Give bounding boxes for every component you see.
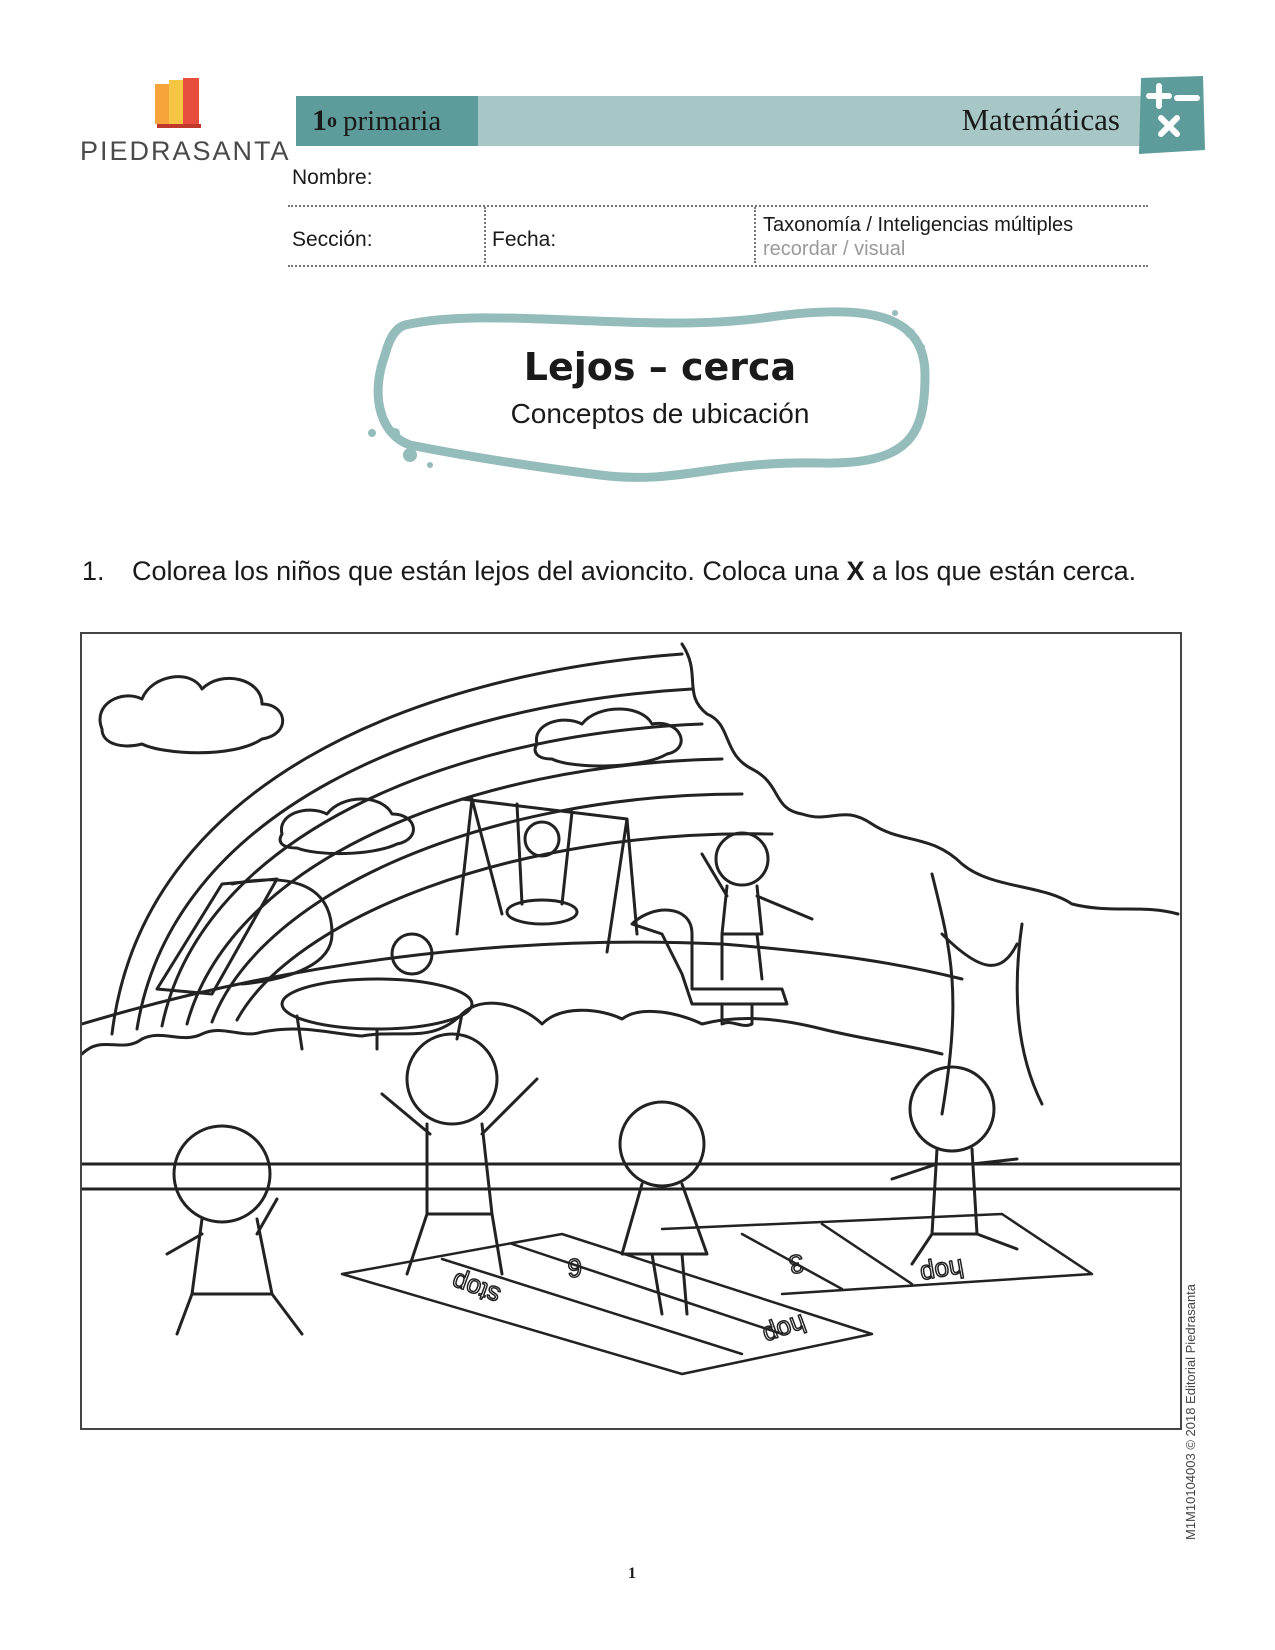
child-cheering bbox=[382, 1034, 537, 1274]
instruction-text-before: Colorea los niños que están lejos del avioncito. Coloca una bbox=[132, 556, 847, 586]
books-logo-icon bbox=[155, 78, 207, 130]
instruction-text bbox=[132, 556, 1136, 587]
taxonomy-title: Taxonomía / Inteligencias múltiples bbox=[763, 214, 1074, 236]
tree-canopy bbox=[682, 644, 1178, 914]
instruction-number: 1. bbox=[82, 556, 105, 586]
cloud bbox=[100, 677, 283, 753]
form-divider bbox=[288, 205, 1148, 207]
hopscotch-label: hop bbox=[918, 1253, 967, 1291]
grade-number: 1 bbox=[312, 104, 327, 137]
grade-box bbox=[296, 96, 478, 146]
subject-title: Matemáticas bbox=[961, 102, 1120, 137]
hopscotch-label: 6 bbox=[567, 1253, 582, 1283]
grade-ordinal: o bbox=[327, 109, 337, 132]
swing-set bbox=[457, 799, 637, 952]
fecha-label: Fecha: bbox=[492, 228, 557, 251]
grade-label: primaria bbox=[343, 104, 442, 137]
hopscotch-label: 3 bbox=[786, 1248, 807, 1281]
piedrasanta-logo bbox=[80, 78, 291, 178]
hill bbox=[82, 942, 962, 1024]
seccion-label: Sección: bbox=[292, 228, 373, 251]
playground-illustration[interactable] bbox=[80, 632, 1182, 1430]
cloud bbox=[535, 709, 681, 766]
instruction-mark: X bbox=[846, 556, 865, 586]
child-head bbox=[716, 833, 768, 885]
brand-name: PIEDRASANTA bbox=[80, 136, 291, 166]
hopscotch-label: hop bbox=[759, 1308, 811, 1352]
playground-drawing bbox=[82, 634, 1180, 1428]
copyright-note: M1M10104003 © 2018 Editorial Piedrasanta bbox=[1183, 1283, 1198, 1540]
plus-minus-times-icon bbox=[1135, 74, 1207, 158]
instruction-text-after: a los que están cerca. bbox=[864, 556, 1137, 586]
fence bbox=[82, 1164, 1180, 1189]
tree-trunk bbox=[932, 874, 1042, 1114]
page-number: 1 bbox=[628, 1565, 636, 1582]
spring-horse bbox=[632, 910, 787, 1025]
rainbow bbox=[112, 654, 772, 1034]
form-divider bbox=[288, 265, 1148, 267]
child-pigtails bbox=[620, 1102, 707, 1314]
slide bbox=[157, 879, 332, 994]
form-divider bbox=[754, 207, 756, 263]
page-title: Lejos – cerca bbox=[523, 345, 797, 389]
bushes bbox=[82, 1003, 942, 1054]
hopscotch-label: stop bbox=[447, 1266, 505, 1312]
page-subtitle: Conceptos de ubicación bbox=[510, 398, 810, 429]
taxonomy-value: recordar / visual bbox=[763, 238, 906, 260]
nombre-label: Nombre: bbox=[292, 166, 373, 189]
child-curly-hair bbox=[167, 1126, 302, 1334]
form-divider bbox=[484, 207, 486, 263]
